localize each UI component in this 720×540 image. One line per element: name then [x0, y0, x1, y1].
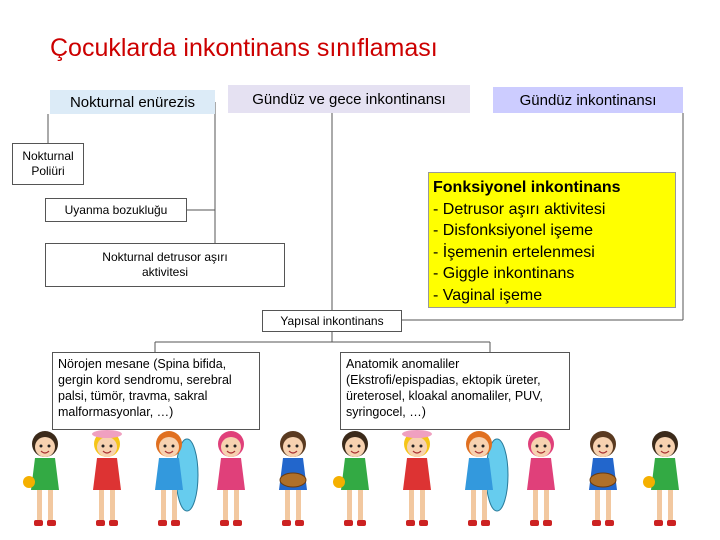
child-body	[217, 458, 245, 490]
child-figure	[23, 431, 59, 526]
child-shoe	[109, 520, 118, 526]
box-nocturnal-detrusor-overactivity	[45, 243, 285, 287]
child-face	[531, 437, 551, 457]
drum-shape	[590, 473, 616, 487]
child-eye	[482, 445, 485, 448]
child-eye	[172, 445, 175, 448]
child-shoe	[530, 520, 539, 526]
child-eye	[288, 445, 291, 448]
child-shoe	[233, 520, 242, 526]
functional-item: - Detrusor aşırı aktivitesi	[433, 200, 606, 218]
child-leg	[172, 488, 177, 522]
child-leg	[409, 488, 414, 522]
child-eye	[164, 445, 167, 448]
child-hat	[402, 430, 432, 438]
child-figure	[402, 430, 432, 526]
child-figure	[465, 431, 508, 526]
flower-shape	[643, 476, 655, 488]
detrusor-line-2: aktivitesi	[141, 265, 188, 279]
child-shoe	[344, 520, 353, 526]
functional-item: - Giggle inkontinans	[433, 265, 575, 282]
child-shoe	[543, 520, 552, 526]
child-leg	[37, 488, 42, 522]
box-anatomic-anomalies	[340, 352, 570, 430]
anat-line: (Ekstrofi/epispadias, ektopik üreter,	[346, 373, 541, 387]
child-leg	[420, 488, 425, 522]
child-eye	[350, 445, 353, 448]
flower-shape	[333, 476, 345, 488]
child-leg	[234, 488, 239, 522]
neuro-line: Nörojen mesane (Spina bifida,	[58, 357, 227, 371]
child-leg	[482, 488, 487, 522]
child-shoe	[220, 520, 229, 526]
child-shoe	[34, 520, 43, 526]
child-body	[403, 458, 431, 490]
child-eye	[110, 445, 113, 448]
child-eye	[420, 445, 423, 448]
child-eye	[598, 445, 601, 448]
child-shoe	[406, 520, 415, 526]
child-shoe	[171, 520, 180, 526]
anat-line: Anatomik anomaliler	[346, 357, 460, 371]
child-leg	[668, 488, 673, 522]
child-shoe	[295, 520, 304, 526]
child-eye	[474, 445, 477, 448]
anat-line: üreterosel, kloakal anomaliler, PUV,	[346, 389, 543, 403]
functional-item: - Disfonksiyonel işeme	[433, 222, 594, 239]
detrusor-line-1: Nokturnal detrusor aşırı	[102, 250, 228, 264]
child-shoe	[667, 520, 676, 526]
child-eye	[234, 445, 237, 448]
polyuria-line-2: Poliüri	[31, 164, 65, 178]
child-shoe	[481, 520, 490, 526]
functional-item: - Vaginal işeme	[433, 286, 543, 304]
functional-item: - İşemenin ertelenmesi	[433, 243, 595, 261]
child-leg	[48, 488, 53, 522]
child-body	[341, 458, 369, 490]
child-shoe	[654, 520, 663, 526]
child-eye	[660, 445, 663, 448]
child-shoe	[96, 520, 105, 526]
neuro-line: gergin kord sendromu, serebral	[58, 373, 232, 387]
child-figure	[333, 431, 369, 526]
functional-heading: Fonksiyonel inkontinans	[433, 179, 621, 196]
child-body	[93, 458, 121, 490]
child-shoe	[468, 520, 477, 526]
child-figure	[279, 431, 307, 526]
child-body	[31, 458, 59, 490]
child-leg	[533, 488, 538, 522]
child-leg	[161, 488, 166, 522]
child-body	[155, 458, 183, 490]
child-leg	[285, 488, 290, 522]
child-leg	[595, 488, 600, 522]
neuro-line: malformasyonlar, …)	[58, 405, 174, 419]
child-face	[407, 437, 427, 457]
box-structural-incontinence: Yapısal inkontinans	[262, 310, 402, 332]
child-face	[593, 437, 613, 457]
child-shoe	[592, 520, 601, 526]
child-face	[159, 437, 179, 457]
child-eye	[544, 445, 547, 448]
child-leg	[223, 488, 228, 522]
child-shoe	[282, 520, 291, 526]
child-eye	[296, 445, 299, 448]
flower-shape	[23, 476, 35, 488]
box-nocturnal-polyuria	[12, 143, 84, 185]
child-hat	[92, 430, 122, 438]
child-face	[345, 437, 365, 457]
child-leg	[544, 488, 549, 522]
child-leg	[358, 488, 363, 522]
neuro-line: palsi, tümör, travma, sakral	[58, 389, 208, 403]
child-leg	[606, 488, 611, 522]
child-body	[465, 458, 493, 490]
child-eye	[226, 445, 229, 448]
child-leg	[110, 488, 115, 522]
child-eye	[40, 445, 43, 448]
category-daytime-incontinence: Gündüz inkontinansı	[493, 87, 683, 113]
child-leg	[347, 488, 352, 522]
child-face	[469, 437, 489, 457]
page-title: Çocuklarda inkontinans sınıflaması	[50, 34, 438, 62]
child-figure	[527, 431, 555, 526]
child-face	[221, 437, 241, 457]
child-shoe	[158, 520, 167, 526]
child-eye	[48, 445, 51, 448]
child-shoe	[419, 520, 428, 526]
child-body	[651, 458, 679, 490]
child-eye	[412, 445, 415, 448]
child-figure	[155, 431, 198, 526]
child-leg	[471, 488, 476, 522]
child-figure	[643, 431, 679, 526]
children-illustration-strip	[0, 430, 720, 540]
child-shoe	[47, 520, 56, 526]
child-eye	[358, 445, 361, 448]
child-face	[35, 437, 55, 457]
box-arousal-disorder: Uyanma bozukluğu	[45, 198, 187, 222]
child-eye	[606, 445, 609, 448]
child-figure	[217, 431, 245, 526]
drum-shape	[280, 473, 306, 487]
child-face	[97, 437, 117, 457]
child-figure	[92, 430, 122, 526]
polyuria-line-1: Nokturnal	[22, 149, 74, 163]
child-face	[283, 437, 303, 457]
category-nocturnal-enuresis: Nokturnal enürezis	[50, 90, 215, 114]
child-eye	[668, 445, 671, 448]
child-leg	[657, 488, 662, 522]
child-eye	[536, 445, 539, 448]
box-functional-incontinence	[428, 172, 676, 308]
child-leg	[99, 488, 104, 522]
child-eye	[102, 445, 105, 448]
child-shoe	[605, 520, 614, 526]
category-day-night-incontinence: Gündüz ve gece inkontinansı	[228, 85, 470, 113]
child-figure	[589, 431, 617, 526]
child-leg	[296, 488, 301, 522]
child-body	[527, 458, 555, 490]
box-neurogenic-bladder	[52, 352, 260, 430]
child-face	[655, 437, 675, 457]
child-shoe	[357, 520, 366, 526]
anat-line: syringocel, …)	[346, 405, 426, 419]
